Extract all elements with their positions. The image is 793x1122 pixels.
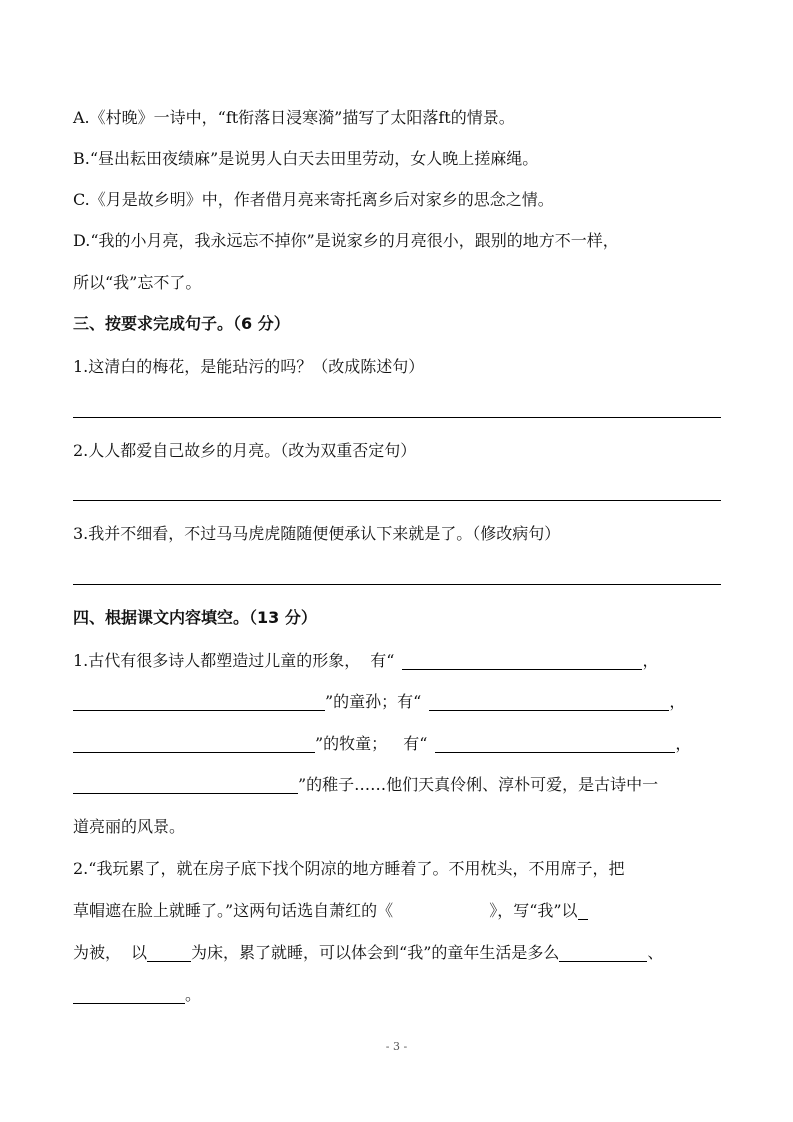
blank-poem-1b[interactable] — [73, 692, 325, 711]
option-b: B.“昼出耘田夜绩麻”是说男人白天去田里劳动，女人晚上搓麻绳。 — [73, 149, 539, 168]
comma-3: ， — [675, 734, 692, 753]
q2-yi-text: 以 — [131, 943, 148, 962]
section4-heading: 四、根据课文内容填空。（13 分） — [73, 608, 317, 627]
q2-wo-yi-text: 》，写“我”以 — [489, 901, 578, 920]
section4-q1-line5: 道亮丽的风景。 — [73, 817, 186, 836]
comma-2: ， — [669, 692, 686, 711]
section3-question-1: 1.这清白的梅花，是能玷污的吗？（改成陈述句） — [73, 357, 425, 376]
section3-question-2: 2.人人都爱自己故乡的月亮。（改为双重否定句） — [73, 441, 417, 460]
option-d-line2: 所以“我”忘不了。 — [73, 273, 202, 292]
section4-q1-line3 — [73, 733, 721, 755]
section4-q2-line4 — [73, 984, 721, 1006]
blank-poem-3a[interactable] — [435, 734, 675, 753]
blank-bed[interactable] — [147, 943, 191, 962]
section4-q2-line3 — [73, 942, 721, 964]
blank-quilt[interactable] — [578, 901, 588, 920]
section4-q2-line2 — [73, 900, 721, 922]
q2-period: 。 — [185, 985, 202, 1004]
section4-q1-line2 — [73, 691, 721, 713]
q2-bed-text: 为床，累了就睡，可以体会到“我”的童年生活是多么 — [191, 943, 560, 962]
q2-source-text: 草帽遮在脸上就睡了。”这两句话选自萧红的《 — [73, 901, 394, 920]
blank-poem-1a[interactable] — [402, 651, 642, 670]
section3-question-3: 3.我并不细看，不过马马虎虎随随便便承认下来就是了。（修改病句） — [73, 524, 561, 543]
answer-line-3[interactable] — [73, 584, 721, 585]
answer-line-1[interactable] — [73, 417, 721, 418]
blank-poem-2b[interactable] — [73, 734, 315, 753]
section4-q2-line1: 2.“我玩累了，就在房子底下找个阴凉的地方睡着了。不用枕头，不用席子，把 — [73, 859, 625, 878]
blank-feeling-1[interactable] — [559, 943, 647, 962]
q2-dun-text: 、 — [647, 943, 664, 962]
q1-intro-text: 1.古代有很多诗人都塑造过儿童的形象， — [73, 651, 361, 670]
blank-poem-3b[interactable] — [73, 775, 298, 794]
page-number: - 3 - — [385, 1040, 408, 1053]
answer-line-2[interactable] — [73, 500, 721, 501]
option-c: C.《月是故乡明》中，作者借月亮来寄托离乡后对家乡的思念之情。 — [73, 190, 554, 209]
q1-you-text-3: 有“ — [403, 734, 428, 753]
comma-1: ， — [642, 651, 659, 670]
q1-you-text-1: 有“ — [370, 651, 395, 670]
option-d-line1: D.“我的小月亮，我永远忘不掉你”是说家乡的月亮很小，跟别的地方不一样， — [73, 231, 619, 250]
q1-tongsun-text: ”的童孙；有“ — [325, 692, 422, 711]
blank-poem-2a[interactable] — [429, 692, 669, 711]
blank-feeling-2[interactable] — [73, 985, 185, 1004]
section3-heading: 三、按要求完成句子。（6 分） — [73, 314, 290, 333]
q1-zhizi-text: ”的稚子……他们天真伶俐、淳朴可爱，是古诗中一 — [298, 775, 659, 794]
q1-mutong-text: ”的牧童； — [315, 734, 388, 753]
section4-q1-line4 — [73, 774, 721, 796]
section4-q1-line1 — [73, 650, 721, 672]
q2-wei-bei-text: 为被， — [73, 943, 122, 962]
option-a: A.《村晚》一诗中，“ft衔落日浸寒漪”描写了太阳落ft的情景。 — [73, 108, 515, 127]
